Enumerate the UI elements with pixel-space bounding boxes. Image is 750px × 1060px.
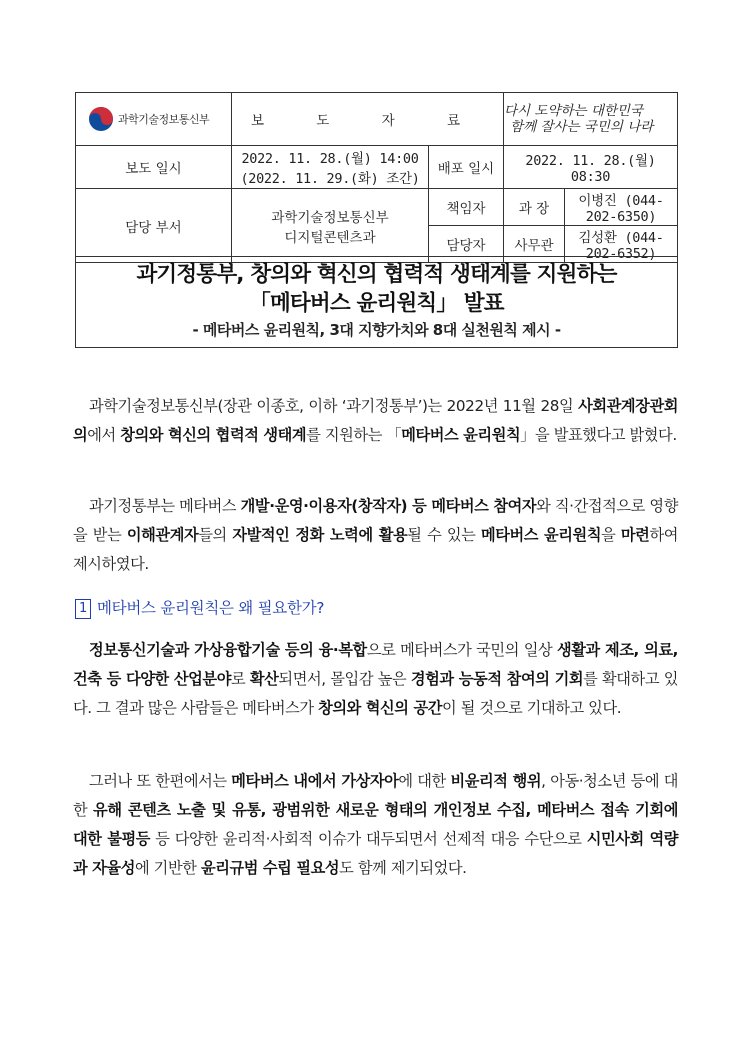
text-run: 등 다양한 윤리적·사회적 이슈가 대두되면서 선제적 대응 수단으로 [150,830,587,848]
department-label: 담당 부서 [76,189,232,263]
text-run: 과학기술정보통신부(장관 이종호, 이하 ‘과기정통부’)는 2022년 11월 28일 [89,397,579,415]
emphasis-run: 메타버스 윤리원칙 [480,526,602,544]
ministry-logo-cell [76,93,232,146]
emphasis-run: 윤리규범 수립 필요성 [200,859,340,877]
report-date-value [232,146,429,189]
emphasis-run: 정보통신기술과 가상융합기술 등의 융·복합 [89,641,367,659]
headline-title-line-2: 「메타버스 윤리원칙」 발표 [249,291,504,316]
text-run: , 아동·청소년 등에 대한 [73,772,679,819]
section-title: 메타버스 윤리원칙은 왜 필요한가? [97,599,325,617]
report-date-primary: 2022. 11. 28.(월) 14:00 [241,151,419,167]
text-run: 으로 메타버스가 국민의 일상 [366,641,553,659]
section-heading-1 [75,596,324,619]
emphasis-run: 경험과 능동적 참여의 기회 [410,670,584,688]
text-run: 과기정통부는 메타버스 [89,497,241,515]
text-run: 에서 [87,426,121,444]
text-run: 에 기반한 [134,859,201,877]
emphasis-run: 사회관계장관회의 [73,397,678,444]
department-value [232,189,429,263]
text-run: 될 수 있는 [407,526,481,544]
emphasis-run: 확산 [249,670,279,688]
staff-contact: 김성환 (044-202-6352) [565,226,678,263]
report-date-label: 보도 일시 [76,146,232,189]
emphasis-run: 개발·운영·이용자(창작자) 등 메타버스 참여자 [240,497,537,515]
text-run: 를 확대하고 있다. 그 결과 많은 사람들은 메타버스가 [73,670,678,717]
distribution-date-value: 2022. 11. 28.(월) 08:30 [504,146,678,189]
emphasis-run: 자발적인 정화 노력에 활용 [232,526,408,544]
staff-label: 담당자 [429,226,504,263]
emphasis-run: 시민사회 역량과 자율성 [73,830,678,877]
department-division: 디지털콘텐츠과 [284,229,376,246]
body-paragraph-3 [73,636,678,723]
emphasis-run: 메타버스 윤리원칙 [401,426,521,444]
emphasis-run: 이해관계자 [126,526,199,544]
text-run: 들의 [198,526,233,544]
emphasis-run: 비윤리적 행위 [450,772,542,790]
manager-contact: 이병진 (044-202-6350) [565,189,678,226]
section-number-box: 1 [75,599,91,619]
text-run: 을 [601,526,621,544]
slogan-line-1: 다시 도약하는 대한민국 [504,103,643,119]
text-run: 이 될 것으로 기대하고 있다. [442,699,622,717]
text-run: 에 대한 [398,772,451,790]
department-ministry: 과학기술정보통신부 [271,209,389,226]
emphasis-run: 마련 [620,526,650,544]
headline-box [75,256,678,348]
body-paragraph-1 [73,392,678,450]
ministry-name: 과학기술정보통신부 [118,113,210,126]
text-run: 하여 제시하였다. [73,526,678,573]
emphasis-run: 유해 콘텐츠 노출 및 유통, 광범위한 새로운 형태의 개인정보 수집, 메타버스 접속 기회에 대한 불평등 [73,801,678,848]
slogan-line-2: 함께 잘사는 국민의 나라 [510,119,654,135]
manager-label: 책임자 [429,189,504,226]
text-run: 로 [230,670,250,688]
emphasis-run: 창의와 혁신의 협력적 생태계 [120,426,307,444]
text-run: 를 지원하는 「 [306,426,402,444]
slogan [504,93,678,146]
emphasis-run: 생활과 제조, 의료, 건축 등 다양한 산업분야 [73,641,678,688]
emphasis-run: 메타버스 내에서 가상자아 [231,772,399,790]
text-run: 와 직·간접적으로 영향을 받는 [73,497,678,544]
text-run: 」을 발표했다고 밝혔다. [520,426,677,444]
headline-subtitle: - 메타버스 윤리원칙, 3대 지향가치와 8대 실천원칙 제시 - [192,321,561,339]
text-run: 되면서, 몰입감 높은 [278,670,411,688]
distribution-date-label: 배포 일시 [429,146,504,189]
taegeuk-emblem-icon [88,106,114,132]
manager-title: 과 장 [504,189,565,226]
body-paragraph-2 [73,492,678,579]
body-paragraph-4 [73,767,678,883]
headline-title-line-1: 과기정통부, 창의와 혁신의 협력적 생태계를 지원하는 [136,262,617,287]
document-title: 보 도 자 료 [232,93,504,146]
report-date-secondary: (2022. 11. 29.(화) 조간) [240,171,420,187]
text-run: 도 함께 제기되었다. [339,859,467,877]
text-run: 그러나 또 한편에서는 [89,772,232,790]
press-header-table [75,92,678,263]
emphasis-run: 창의와 혁신의 공간 [318,699,443,717]
staff-title: 사무관 [504,226,565,263]
